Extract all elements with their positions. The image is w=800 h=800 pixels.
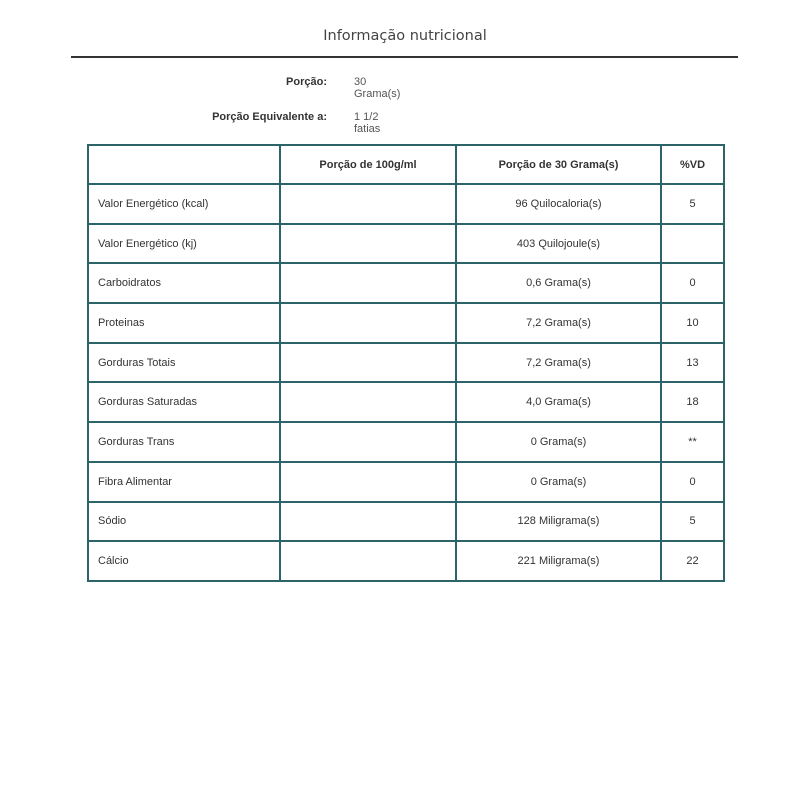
per-serving-value: 221 Miligrama(s): [456, 541, 661, 581]
header-per-serving: Porção de 30 Grama(s): [456, 145, 661, 184]
vd-value: 5: [661, 184, 724, 224]
table-row: [88, 343, 724, 383]
vd-value: [661, 224, 724, 264]
serving-equivalent-value: 1 1/2 fatias: [354, 111, 381, 135]
nutrient-name: Valor Energético (kcal): [88, 184, 280, 224]
nutrition-table: [87, 144, 725, 582]
vd-value: 10: [661, 303, 724, 343]
vd-value: 22: [661, 541, 724, 581]
table-row: [88, 224, 724, 264]
per-100-value: [280, 224, 456, 264]
per-serving-value: 7,2 Grama(s): [456, 343, 661, 383]
table-row: [88, 184, 724, 224]
per-100-value: [280, 462, 456, 502]
per-serving-value: 0 Grama(s): [456, 422, 661, 462]
vd-value: 0: [661, 263, 724, 303]
vd-value: 0: [661, 462, 724, 502]
table-row: [88, 541, 724, 581]
per-100-value: [280, 263, 456, 303]
header-vd: %VD: [661, 145, 724, 184]
serving-value: 30 Grama(s): [354, 76, 401, 100]
per-100-value: [280, 422, 456, 462]
header-per-100: Porção de 100g/ml: [280, 145, 456, 184]
nutrient-name: Valor Energético (kj): [88, 224, 280, 264]
table-row: [88, 382, 724, 422]
per-serving-value: 7,2 Grama(s): [456, 303, 661, 343]
serving-label: Porção:: [286, 76, 327, 88]
vd-value: 5: [661, 502, 724, 542]
per-serving-value: 0 Grama(s): [456, 462, 661, 502]
per-serving-value: 128 Miligrama(s): [456, 502, 661, 542]
table-row: [88, 303, 724, 343]
nutrient-name: Sódio: [88, 502, 280, 542]
nutrient-name: Gorduras Totais: [88, 343, 280, 383]
vd-value: **: [661, 422, 724, 462]
nutrient-name: Fibra Alimentar: [88, 462, 280, 502]
table-row: [88, 462, 724, 502]
serving-equivalent-label: Porção Equivalente a:: [212, 111, 327, 123]
header-nutrient: [88, 145, 280, 184]
table-row: [88, 422, 724, 462]
nutrient-name: Gorduras Trans: [88, 422, 280, 462]
per-serving-value: 0,6 Grama(s): [456, 263, 661, 303]
per-100-value: [280, 303, 456, 343]
page-title: Informação nutricional: [323, 28, 487, 44]
per-100-value: [280, 343, 456, 383]
table-row: [88, 263, 724, 303]
vd-value: 13: [661, 343, 724, 383]
per-serving-value: 96 Quilocaloria(s): [456, 184, 661, 224]
table-header-row: [88, 145, 724, 184]
per-serving-value: 403 Quilojoule(s): [456, 224, 661, 264]
nutrient-name: Gorduras Saturadas: [88, 382, 280, 422]
vd-value: 18: [661, 382, 724, 422]
per-100-value: [280, 382, 456, 422]
nutrient-name: Cálcio: [88, 541, 280, 581]
title-divider: [71, 56, 738, 58]
nutrient-name: Proteinas: [88, 303, 280, 343]
table-row: [88, 502, 724, 542]
per-100-value: [280, 184, 456, 224]
nutrient-name: Carboidratos: [88, 263, 280, 303]
per-100-value: [280, 541, 456, 581]
per-100-value: [280, 502, 456, 542]
per-serving-value: 4,0 Grama(s): [456, 382, 661, 422]
